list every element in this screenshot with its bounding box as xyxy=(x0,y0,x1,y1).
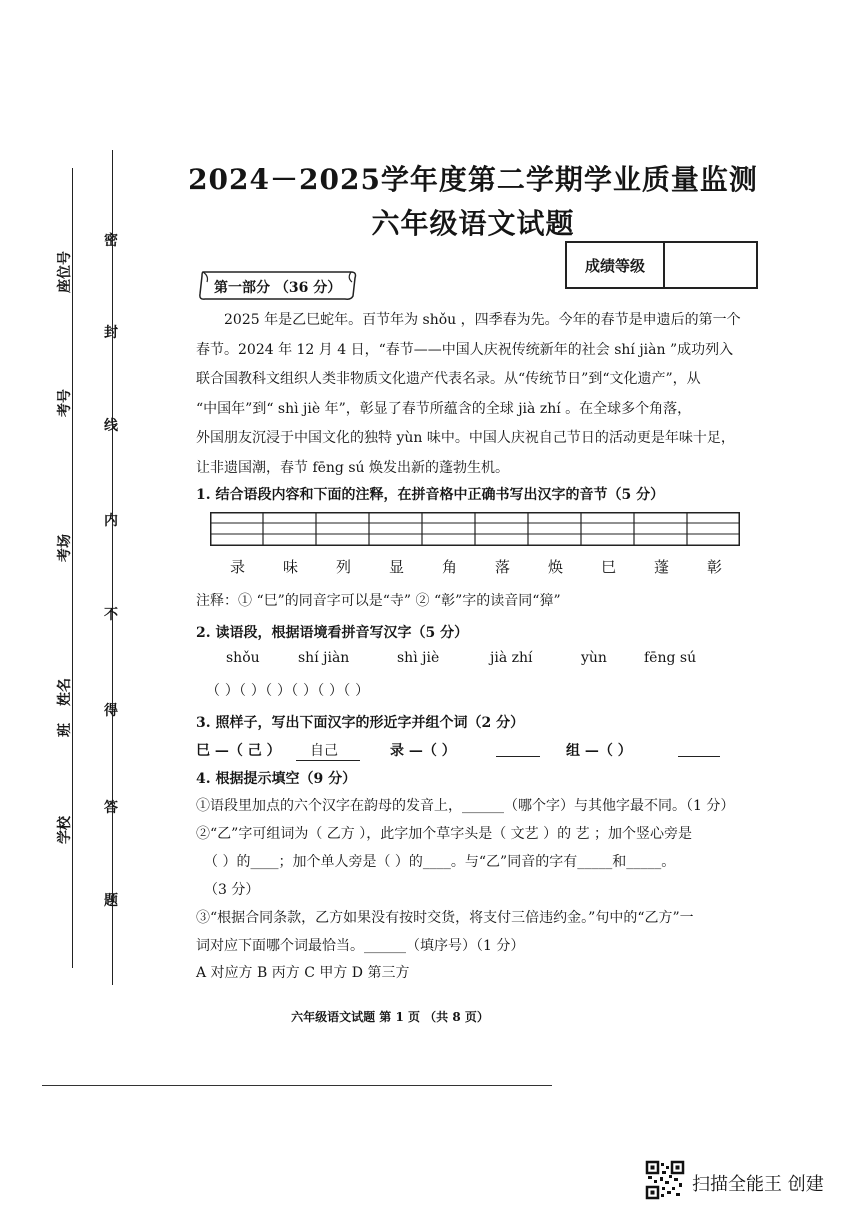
pinyin-item: shǒu xyxy=(226,650,260,666)
passage-line: 让非遗国潮，春节 fēng sú 焕发出新的蓬勃生机。 xyxy=(196,459,509,476)
fold-line xyxy=(42,1085,552,1086)
answer-blanks[interactable]: （ ）（ ）（ ）（ ）（ ）（ ） xyxy=(206,683,370,699)
question-4-title: 4. 根据提示填空（9 分） xyxy=(196,771,357,787)
seal-char: 不 xyxy=(104,607,118,623)
score-grade-label: 成绩等级 xyxy=(567,243,665,287)
pinyin-item: yùn xyxy=(581,650,607,666)
seal-char: 得 xyxy=(104,703,118,719)
grid-character: 显 xyxy=(389,558,405,576)
part-one-heading: 第一部分 （36 分） xyxy=(214,280,342,296)
passage-line: “中国年”到“ shì jiè 年”，彰显了春节所蕴含的全球 jià zhí 。在全球多个角落， xyxy=(196,400,692,417)
example-answer: 自己 xyxy=(296,740,360,761)
question-1-note: 注释：① “巳”的同音字可以是“寺” ② “彰”字的读音同“獐” xyxy=(196,593,561,609)
item-zu: 组 —（ ） xyxy=(566,743,632,759)
pinyin-item: shí jiàn xyxy=(298,650,350,666)
question-4-line: 词对应下面哪个词最恰当。______（填序号）（1 分） xyxy=(196,938,525,954)
seal-char: 内 xyxy=(104,513,118,529)
question-4-line: ②“乙”字可组词为（ 乙方 ），此字加个草字头是（ 文艺 ）的 艺 ；加个竖心旁是 xyxy=(196,826,693,842)
seat-number-label: 座位号 xyxy=(57,251,73,293)
example-item: 巳 —（ 己 ） xyxy=(196,743,281,759)
seal-char: 线 xyxy=(104,418,118,434)
exam-number-label: 考号 xyxy=(57,389,73,417)
grid-character: 落 xyxy=(495,558,511,576)
question-3-title: 3. 照样子，写出下面汉字的形近字并组个词（2 分） xyxy=(196,715,525,731)
question-1-title: 1. 结合语段内容和下面的注释，在拼音格中正确书写出汉字的音节（5 分） xyxy=(196,487,665,503)
score-grade-box xyxy=(565,241,758,289)
answer-options: A 对应方 B 丙方 C 甲方 D 第三方 xyxy=(196,965,410,981)
binding-line-right xyxy=(112,150,113,985)
exam-room-label: 考场 xyxy=(57,534,73,562)
grid-character: 巳 xyxy=(601,558,617,576)
pinyin-item: jià zhí xyxy=(490,650,533,666)
question-4-line: （3 分） xyxy=(204,882,260,898)
grid-character: 蓬 xyxy=(654,558,670,576)
passage-line: 联合国教科文组织人类非物质文化遗产代表名录。从“传统节日”到“文化遗产”，从 xyxy=(196,371,701,387)
pinyin-item: fēng sú xyxy=(644,650,697,666)
scanner-watermark: 扫描全能王 创建 xyxy=(692,1174,824,1195)
question-2-title: 2. 读语段，根据语境看拼音写汉字（5 分） xyxy=(196,625,469,641)
grid-character: 列 xyxy=(336,558,352,576)
class-label: 班 xyxy=(57,723,73,737)
qr-code-icon xyxy=(645,1160,685,1200)
item-lu-blank[interactable] xyxy=(496,740,540,757)
grid-character: 录 xyxy=(230,558,246,576)
school-label: 学校 xyxy=(57,816,73,844)
exam-subtitle: 六年级语文试题 xyxy=(371,207,575,240)
grid-character: 味 xyxy=(283,558,299,576)
grid-character: 彰 xyxy=(707,558,723,576)
pinyin-writing-grid[interactable] xyxy=(210,512,740,546)
score-grade-field[interactable] xyxy=(665,243,756,287)
seal-char: 封 xyxy=(104,325,118,341)
name-label: 姓名 xyxy=(57,678,73,706)
seal-char: 密 xyxy=(104,233,118,249)
question-4-line: ①语段里加点的六个汉字在韵母的发音上，______（哪个字）与其他字最不同。（1 分） xyxy=(196,798,735,814)
seal-char: 题 xyxy=(104,893,118,909)
reading-passage xyxy=(196,306,760,483)
seal-char: 答 xyxy=(104,800,118,816)
exam-title: 2024－2025学年度第二学期学业质量监测 xyxy=(188,163,758,196)
item-zu-blank[interactable] xyxy=(678,740,720,757)
passage-line: 2025 年是乙巳蛇年。百节年为 shǒu ，四季春为先。今年的春节是申遗后的第一个 xyxy=(224,312,741,328)
grid-character: 角 xyxy=(442,558,458,576)
question-4-line: ③“根据合同条款，乙方如果没有按时交货，将支付三倍违约金。”句中的“乙方”一 xyxy=(196,910,694,926)
passage-line: 外国朋友沉浸于中国文化的独特 yùn 味中。中国人庆祝自己节日的活动更是年味十足， xyxy=(196,430,735,446)
passage-line: 春节。2024 年 12 月 4 日，“春节——中国人庆祝传统新年的社会 shí jiàn ”成功列入 xyxy=(196,341,734,358)
question-4-line: （ ）的____；加个单人旁是（ ）的____。与“乙”同音的字有_____和_____。 xyxy=(204,854,676,870)
item-lu: 录 —（ ） xyxy=(390,743,456,759)
pinyin-item: shì jiè xyxy=(397,650,440,666)
page-footer: 六年级语文试题 第 1 页 （共 8 页） xyxy=(291,1010,489,1024)
grid-character: 焕 xyxy=(548,558,564,576)
